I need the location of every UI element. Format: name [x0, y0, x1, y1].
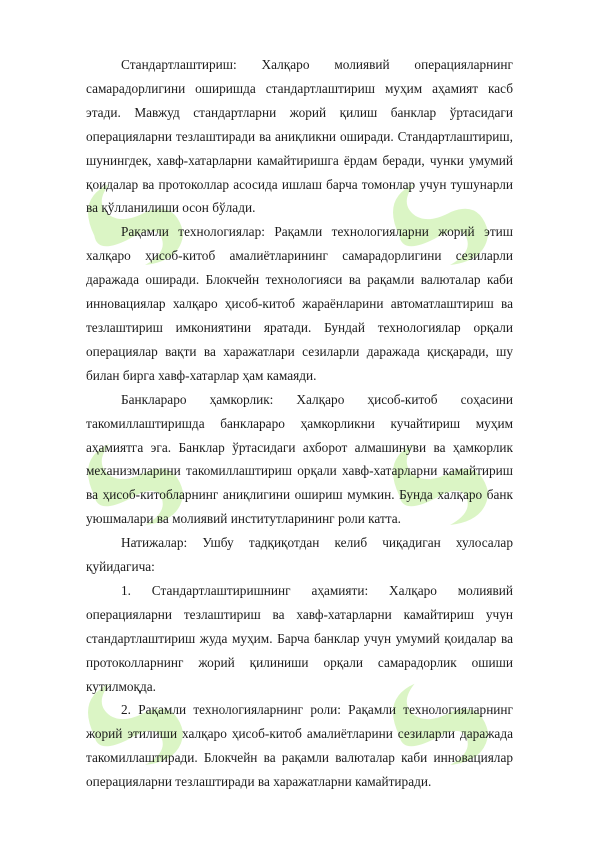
paragraph-result-1: 1. Стандартлаштиришнинг аҳамияти: Халқаро молиявий операцияларни тезлаштириш ва хавф-хатарларни камайтириш учун стандартлаштириш жуда муҳим. Барча банклар учун умумий қоидалар ва протоколларнинг жорий қилиниши орқали самарадорлик ошиши кутилмоқда.	[86, 582, 513, 694]
document-body	[86, 53, 513, 794]
paragraph-results-intro: Натижалар: Ушбу тадқиқотдан келиб чиқадиган хулосалар қуйидагича:	[86, 535, 513, 575]
paragraph-digital-technologies: Рақамли технологиялар: Рақамли технологияларни жорий этиш халқаро ҳисоб-китоб амалиётларининг самарадорлигини сезиларли даражада оширади. Блокчейн технологияси ва рақамли валюталар каби инновациялар халқаро ҳисоб-китоб жараёнларини автоматлаштириш ва тезлаштириш имкониятини яратади. Бундай технологиялар орқали операциялар вақти ва харажатлари сезиларли даражада қисқаради, шу билан бирга хавф-хатарлар ҳам камаяди.	[86, 224, 513, 383]
paragraph-interbank-cooperation: Банклараро ҳамкорлик: Халқаро ҳисоб-китоб соҳасини такомиллаштиришда банклараро ҳамкорликни кучайтириш муҳим аҳамиятга эга. Банклар ўртасидаги ахборот алмашинуви ва ҳамкорлик механизмларини такомиллаштириш орқали хавф-хатарларни камайтириш ва ҳисоб-китобларнинг аниқлигини ошириш мумкин. Бунда халқаро банк уюшмалари ва молиявий институтларининг роли катта.	[86, 391, 513, 527]
paragraph-result-2: 2. Рақамли технологияларнинг роли: Рақамли технологияларнинг жорий этилиши халқаро ҳисоб-китоб амалиётларини сезиларли даражада такомиллаштиради. Блокчейн ва рақамли валюталар каби инновациялар операцияларни тезлаштиради ва харажатларни камайтиради.	[86, 702, 513, 790]
paragraph-standardization: Стандартлаштириш: Халқаро молиявий операцияларнинг самарадорлигини оширишда стандартлаштириш муҳим аҳамият касб этади. Мавжуд стандартларни жорий қилиш банклар ўртасидаги операцияларни тезлаштиради ва аниқликни оширади. Стандартлаштириш, шунингдек, хавф-хатарларни камайтиришга ёрдам беради, чунки умумий қоидалар ва протоколлар асосида ишлаш барча томонлар учун тушунарли ва қўлланилиши осон бўлади.	[86, 57, 513, 216]
